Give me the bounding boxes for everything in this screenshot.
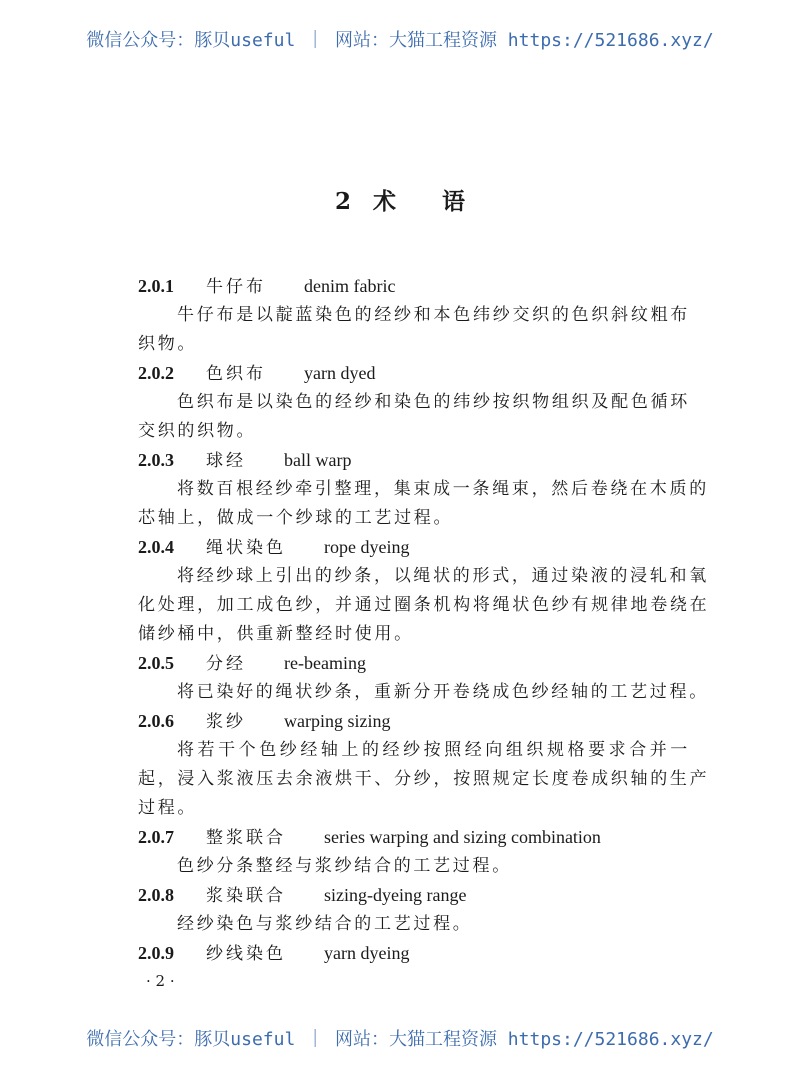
term-heading <box>138 939 690 968</box>
term-heading <box>138 533 690 562</box>
term-number: 2.0.2 <box>138 363 174 383</box>
term-definition-line: 储纱桶中，供重新整经时使用。 <box>138 624 414 644</box>
term-number: 2.0.3 <box>138 450 174 470</box>
term-definition-line: 交织的织物。 <box>138 421 257 441</box>
watermark-bottom: 微信公众号：豚贝useful ｜ 网站：大猫工程资源 https://521686.xyz/ <box>86 1029 714 1050</box>
term-definition-line: 牛仔布是以靛蓝染色的经纱和本色纬纱交织的色织斜纹粗布 <box>177 305 690 325</box>
term-definition-line: 芯轴上，做成一个纱球的工艺过程。 <box>138 508 454 528</box>
chapter-title-char: 语 <box>442 188 465 215</box>
term-chinese: 球经 <box>206 451 246 471</box>
term-heading <box>138 272 690 301</box>
term-chinese: 整浆联合 <box>206 828 286 848</box>
watermark-top: 微信公众号：豚贝useful ｜ 网站：大猫工程资源 https://521686.xyz/ <box>86 30 714 51</box>
term-heading <box>138 823 690 852</box>
term-number: 2.0.4 <box>138 537 174 557</box>
term-number: 2.0.6 <box>138 711 174 731</box>
term-english: rope dyeing <box>324 537 410 557</box>
term-number: 2.0.1 <box>138 276 174 296</box>
term-definition-line: 化处理，加工成色纱，并通过圈条机构将绳状色纱有规律地卷绕在 <box>138 595 710 615</box>
term-definition-line: 经纱染色与浆纱结合的工艺过程。 <box>177 914 473 934</box>
term-heading <box>138 707 690 736</box>
term-english: ball warp <box>284 450 352 470</box>
term-definition-line: 将若干个色纱经轴上的经纱按照经向组织规格要求合并一 <box>177 740 690 760</box>
term-heading <box>138 446 690 475</box>
term-number: 2.0.8 <box>138 885 174 905</box>
term-english: re-beaming <box>284 653 366 673</box>
term-number: 2.0.5 <box>138 653 174 673</box>
term-definition-line: 将已染好的绳状纱条，重新分开卷绕成色纱经轴的工艺过程。 <box>177 682 709 702</box>
term-chinese: 色织布 <box>206 364 266 384</box>
term-definition-line: 色织布是以染色的经纱和染色的纬纱按织物组织及配色循环 <box>177 392 690 412</box>
term-definition-line: 色纱分条整经与浆纱结合的工艺过程。 <box>177 856 512 876</box>
chapter-number: 2 <box>334 188 351 215</box>
term-heading <box>138 359 690 388</box>
term-english: series warping and sizing combination <box>324 827 601 847</box>
term-chinese: 浆纱 <box>206 712 246 732</box>
term-definition-line: 过程。 <box>138 798 198 818</box>
term-english: yarn dyeing <box>324 943 410 963</box>
term-chinese: 牛仔布 <box>206 277 266 297</box>
term-chinese: 纱线染色 <box>206 944 286 964</box>
term-number: 2.0.9 <box>138 943 174 963</box>
terms-list <box>138 272 710 968</box>
term-definition-line: 将经纱球上引出的纱条，以绳状的形式，通过染液的浸轧和氧 <box>177 566 709 586</box>
chapter-title <box>0 183 800 216</box>
chapter-title-char: 术 <box>373 188 396 215</box>
page-number: · 2 · <box>146 972 175 990</box>
term-english: warping sizing <box>284 711 391 731</box>
term-number: 2.0.7 <box>138 827 174 847</box>
term-english: denim fabric <box>304 276 396 296</box>
term-chinese: 绳状染色 <box>206 538 286 558</box>
term-english: yarn dyed <box>304 363 376 383</box>
term-definition-line: 将数百根经纱牵引整理，集束成一条绳束，然后卷绕在木质的 <box>177 479 709 499</box>
term-heading <box>138 881 690 910</box>
term-chinese: 浆染联合 <box>206 886 286 906</box>
term-english: sizing-dyeing range <box>324 885 467 905</box>
term-definition-line: 织物。 <box>138 334 198 354</box>
term-chinese: 分经 <box>206 654 246 674</box>
term-heading <box>138 649 690 678</box>
term-definition-line: 起，浸入浆液压去余液烘干、分纱，按照规定长度卷成织轴的生产 <box>138 769 710 789</box>
